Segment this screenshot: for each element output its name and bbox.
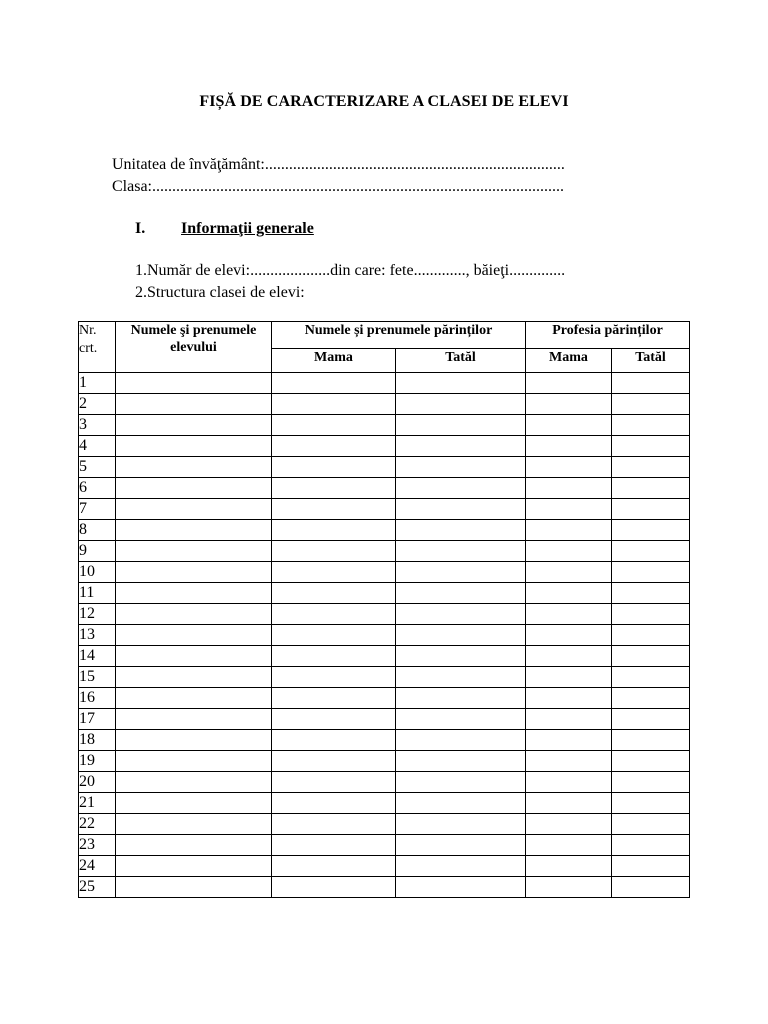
mother-profession-cell[interactable] [526,856,612,877]
table-row [79,583,690,604]
mother-name-cell[interactable] [272,793,396,814]
mother-profession-cell[interactable] [526,793,612,814]
row-number: 21 [79,793,116,814]
student-name-cell[interactable] [116,856,272,877]
mother-profession-cell[interactable] [526,667,612,688]
mother-profession-cell[interactable] [526,688,612,709]
father-profession-cell[interactable] [612,478,690,499]
table-row [79,730,690,751]
table-row [79,793,690,814]
mother-name-cell[interactable] [272,415,396,436]
father-profession-cell[interactable] [612,835,690,856]
student-name-cell[interactable] [116,499,272,520]
father-name-cell[interactable] [396,751,526,772]
mother-profession-cell[interactable] [526,877,612,898]
student-name-cell[interactable] [116,562,272,583]
mother-profession-cell[interactable] [526,730,612,751]
father-profession-cell[interactable] [612,646,690,667]
student-name-cell[interactable] [116,604,272,625]
student-name-cell[interactable] [116,835,272,856]
father-profession-cell[interactable] [612,415,690,436]
class-structure-table [78,321,690,898]
mother-name-cell[interactable] [272,856,396,877]
father-name-cell[interactable] [396,394,526,415]
header-parents-name: Numele și prenumele părinților [272,322,526,349]
section-heading [135,220,314,238]
mother-name-cell[interactable] [272,772,396,793]
father-name-cell[interactable] [396,625,526,646]
mother-name-cell[interactable] [272,394,396,415]
father-profession-cell[interactable] [612,457,690,478]
table-row [79,394,690,415]
father-name-cell[interactable] [396,646,526,667]
mother-profession-cell[interactable] [526,772,612,793]
student-name-cell[interactable] [116,415,272,436]
row-number: 23 [79,835,116,856]
father-name-cell[interactable] [396,856,526,877]
mother-name-cell[interactable] [272,604,396,625]
mother-profession-cell[interactable] [526,541,612,562]
mother-name-cell[interactable] [272,583,396,604]
mother-name-cell[interactable] [272,457,396,478]
father-name-cell[interactable] [396,541,526,562]
father-profession-cell[interactable] [612,604,690,625]
clasa-line [112,178,564,196]
student-name-cell[interactable] [116,478,272,499]
father-name-cell[interactable] [396,835,526,856]
row-number: 13 [79,625,116,646]
row-number: 6 [79,478,116,499]
mother-profession-cell[interactable] [526,646,612,667]
table-row [79,646,690,667]
father-name-cell[interactable] [396,667,526,688]
table-row [79,751,690,772]
mother-profession-cell[interactable] [526,751,612,772]
row-number: 8 [79,520,116,541]
table-row [79,415,690,436]
student-name-cell[interactable] [116,436,272,457]
student-name-cell[interactable] [116,688,272,709]
father-name-cell[interactable] [396,793,526,814]
mother-name-cell[interactable] [272,667,396,688]
row-number: 14 [79,646,116,667]
table-row [79,520,690,541]
structure-line: 2.Structura clasei de elevi: [135,284,305,301]
row-number: 15 [79,667,116,688]
table-row [79,835,690,856]
mother-name-cell[interactable] [272,709,396,730]
father-profession-cell[interactable] [612,856,690,877]
row-number: 20 [79,772,116,793]
mother-profession-cell[interactable] [526,625,612,646]
page-title: FIȘĂ DE CARACTERIZARE A CLASEI DE ELEVI [199,93,569,110]
row-number: 5 [79,457,116,478]
header-mother-name: Mama [272,349,396,373]
table-row [79,604,690,625]
row-number: 12 [79,604,116,625]
header-student-name: Numele şi prenumele elevului [116,322,272,373]
father-name-cell[interactable] [396,604,526,625]
section-number: I. [135,220,146,237]
table-row [79,877,690,898]
father-profession-cell[interactable] [612,373,690,394]
father-name-cell[interactable] [396,373,526,394]
father-profession-cell[interactable] [612,793,690,814]
father-profession-cell[interactable] [612,730,690,751]
mother-profession-cell[interactable] [526,604,612,625]
mother-name-cell[interactable] [272,478,396,499]
table-row [79,478,690,499]
father-name-cell[interactable] [396,520,526,541]
mother-name-cell[interactable] [272,520,396,541]
student-name-cell[interactable] [116,709,272,730]
row-number: 19 [79,751,116,772]
mother-name-cell[interactable] [272,625,396,646]
row-number: 2 [79,394,116,415]
student-name-cell[interactable] [116,751,272,772]
table-row [79,667,690,688]
row-number: 11 [79,583,116,604]
mother-name-cell[interactable] [272,562,396,583]
father-profession-cell[interactable] [612,583,690,604]
clasa-fill: ....................................................................................................... [152,178,564,195]
mother-profession-cell[interactable] [526,499,612,520]
mother-profession-cell[interactable] [526,457,612,478]
unitate-label: Unitatea de învăţământ: [112,156,265,173]
father-profession-cell[interactable] [612,688,690,709]
table-row [79,373,690,394]
header-nr-crt: Nr. crt. [79,322,116,373]
mother-name-cell[interactable] [272,688,396,709]
clasa-label: Clasa: [112,178,152,195]
father-name-cell[interactable] [396,772,526,793]
father-profession-cell[interactable] [612,709,690,730]
student-name-cell[interactable] [116,667,272,688]
mother-name-cell[interactable] [272,835,396,856]
father-profession-cell[interactable] [612,541,690,562]
father-profession-cell[interactable] [612,394,690,415]
father-name-cell[interactable] [396,499,526,520]
row-number: 7 [79,499,116,520]
father-profession-cell[interactable] [612,814,690,835]
mother-name-cell[interactable] [272,877,396,898]
mother-profession-cell[interactable] [526,436,612,457]
student-count-line: 1.Număr de elevi:....................din care: fete............., băieţi.............. [135,262,566,279]
father-name-cell[interactable] [396,709,526,730]
section-title: Informaţii generale [181,220,314,237]
student-name-cell[interactable] [116,373,272,394]
table-row [79,772,690,793]
mother-profession-cell[interactable] [526,562,612,583]
father-profession-cell[interactable] [612,499,690,520]
mother-profession-cell[interactable] [526,373,612,394]
student-name-cell[interactable] [116,646,272,667]
table-row [79,625,690,646]
father-name-cell[interactable] [396,730,526,751]
mother-name-cell[interactable] [272,730,396,751]
header-father-name: Tatăl [396,349,526,373]
mother-name-cell[interactable] [272,373,396,394]
row-number: 22 [79,814,116,835]
unitate-line [112,156,565,174]
father-name-cell[interactable] [396,562,526,583]
row-number: 18 [79,730,116,751]
table-row [79,436,690,457]
row-number: 16 [79,688,116,709]
mother-profession-cell[interactable] [526,415,612,436]
father-profession-cell[interactable] [612,562,690,583]
mother-profession-cell[interactable] [526,478,612,499]
header-father-profession: Tatăl [612,349,690,373]
father-name-cell[interactable] [396,478,526,499]
mother-profession-cell[interactable] [526,520,612,541]
mother-profession-cell[interactable] [526,835,612,856]
table-body [79,373,690,898]
table-row [79,562,690,583]
student-name-cell[interactable] [116,583,272,604]
header-mother-profession: Mama [526,349,612,373]
row-number: 1 [79,373,116,394]
father-profession-cell[interactable] [612,667,690,688]
row-number: 17 [79,709,116,730]
father-profession-cell[interactable] [612,772,690,793]
table-row [79,688,690,709]
father-profession-cell[interactable] [612,436,690,457]
student-name-cell[interactable] [116,793,272,814]
mother-profession-cell[interactable] [526,709,612,730]
father-name-cell[interactable] [396,436,526,457]
student-name-cell[interactable] [116,814,272,835]
student-name-cell[interactable] [116,520,272,541]
father-name-cell[interactable] [396,457,526,478]
row-number: 25 [79,877,116,898]
student-name-cell[interactable] [116,772,272,793]
father-name-cell[interactable] [396,814,526,835]
father-profession-cell[interactable] [612,751,690,772]
mother-name-cell[interactable] [272,646,396,667]
row-number: 4 [79,436,116,457]
mother-name-cell[interactable] [272,751,396,772]
father-profession-cell[interactable] [612,877,690,898]
mother-profession-cell[interactable] [526,394,612,415]
mother-profession-cell[interactable] [526,814,612,835]
mother-name-cell[interactable] [272,541,396,562]
table-row [79,541,690,562]
unitate-fill: ........................................................................... [264,156,565,173]
row-number: 24 [79,856,116,877]
father-name-cell[interactable] [396,688,526,709]
student-name-cell[interactable] [116,730,272,751]
mother-name-cell[interactable] [272,499,396,520]
row-number: 9 [79,541,116,562]
header-parents-profession: Profesia părinților [526,322,690,349]
student-name-cell[interactable] [116,541,272,562]
mother-name-cell[interactable] [272,436,396,457]
table-row [79,457,690,478]
student-name-cell[interactable] [116,877,272,898]
father-profession-cell[interactable] [612,625,690,646]
table-row [79,499,690,520]
row-number: 10 [79,562,116,583]
mother-name-cell[interactable] [272,814,396,835]
father-name-cell[interactable] [396,877,526,898]
father-profession-cell[interactable] [612,520,690,541]
table-row [79,709,690,730]
table-row [79,814,690,835]
father-name-cell[interactable] [396,415,526,436]
student-name-cell[interactable] [116,457,272,478]
mother-profession-cell[interactable] [526,583,612,604]
row-number: 3 [79,415,116,436]
student-name-cell[interactable] [116,625,272,646]
student-name-cell[interactable] [116,394,272,415]
table-row [79,856,690,877]
father-name-cell[interactable] [396,583,526,604]
